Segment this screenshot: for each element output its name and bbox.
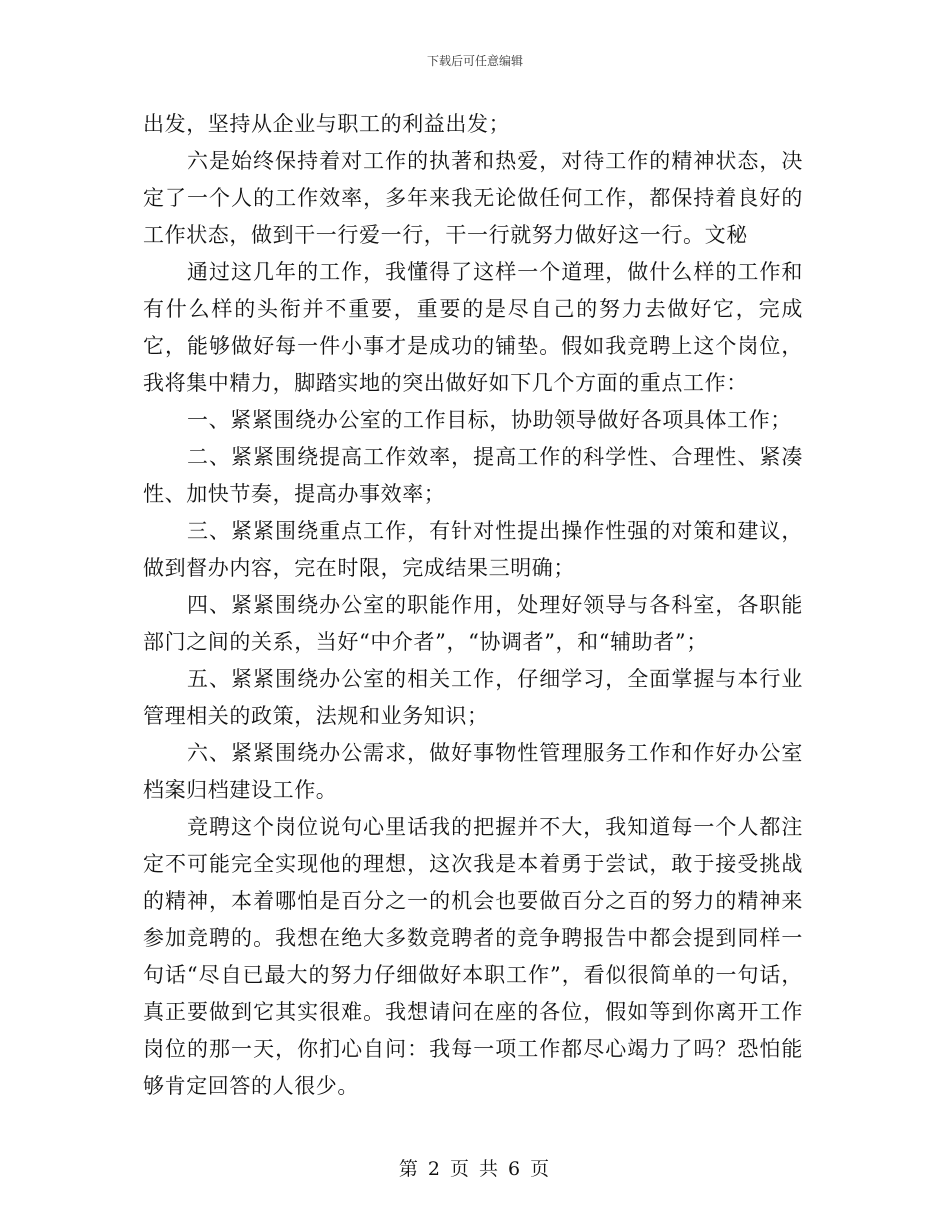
page-header: 下载后可任意编辑: [426, 54, 523, 68]
paragraph: 出发，坚持从企业与职工的利益出发；: [143, 112, 511, 136]
list-item: 二、紧紧围绕提高工作效率，提高工作的科学性、合理性、紧凑性、加快节奏，提高办事效率；: [143, 445, 803, 506]
document-body: [143, 106, 803, 1105]
list-item: 四、紧紧围绕办公室的职能作用，处理好领导与各科室，各职能部门之间的关系，当好“中介者”，“协调者”，和“辅助者”；: [143, 593, 803, 654]
paragraph: 六是始终保持着对工作的执著和热爱，对待工作的精神状态，决定了一个人的工作效率，多年来我无论做任何工作，都保持着良好的工作状态，做到干一行爱一行，干一行就努力做好这一行。文秘: [143, 149, 803, 247]
paragraph: 竞聘这个岗位说句心里话我的把握并不大，我知道每一个人都注定不可能完全实现他的理想，这次我是本着勇于尝试，敢于接受挑战的精神，本着哪怕是百分之一的机会也要做百分之百的努力的精神来参加竞聘的。我想在绝大多数竞聘者的竞争聘报告中都会提到同样一句话“尽自已最大的努力仔细做好本职工作”，看似很简单的一句话，真正要做到它其实很难。我想请问在座的各位，假如等到你离开工作岗位的那一天，你扪心自问：我每一项工作都尽心竭力了吗？恐怕能够肯定回答的人很少。: [143, 815, 803, 1098]
list-item: 三、紧紧围绕重点工作，有针对性提出操作性强的对策和建议，做到督办内容，完在时限，完成结果三明确；: [143, 519, 803, 580]
page-number: 第 2 页 共 6 页: [398, 1158, 552, 1180]
list-item: 一、紧紧围绕办公室的工作目标，协助领导做好各项具体工作；: [187, 408, 792, 432]
paragraph: 通过这几年的工作，我懂得了这样一个道理，做什么样的工作和有什么样的头衔并不重要，重要的是尽自己的努力去做好它，完成它，能够做好每一件小事才是成功的铺垫。假如我竞聘上这个岗位，我将集中精力，脚踏实地的突出做好如下几个方面的重点工作：: [143, 260, 803, 395]
list-item: 五、紧紧围绕办公室的相关工作，仔细学习，全面掌握与本行业管理相关的政策，法规和业务知识；: [143, 667, 803, 728]
list-item: 六、紧紧围绕办公需求，做好事物性管理服务工作和作好办公室档案归档建设工作。: [143, 741, 803, 802]
